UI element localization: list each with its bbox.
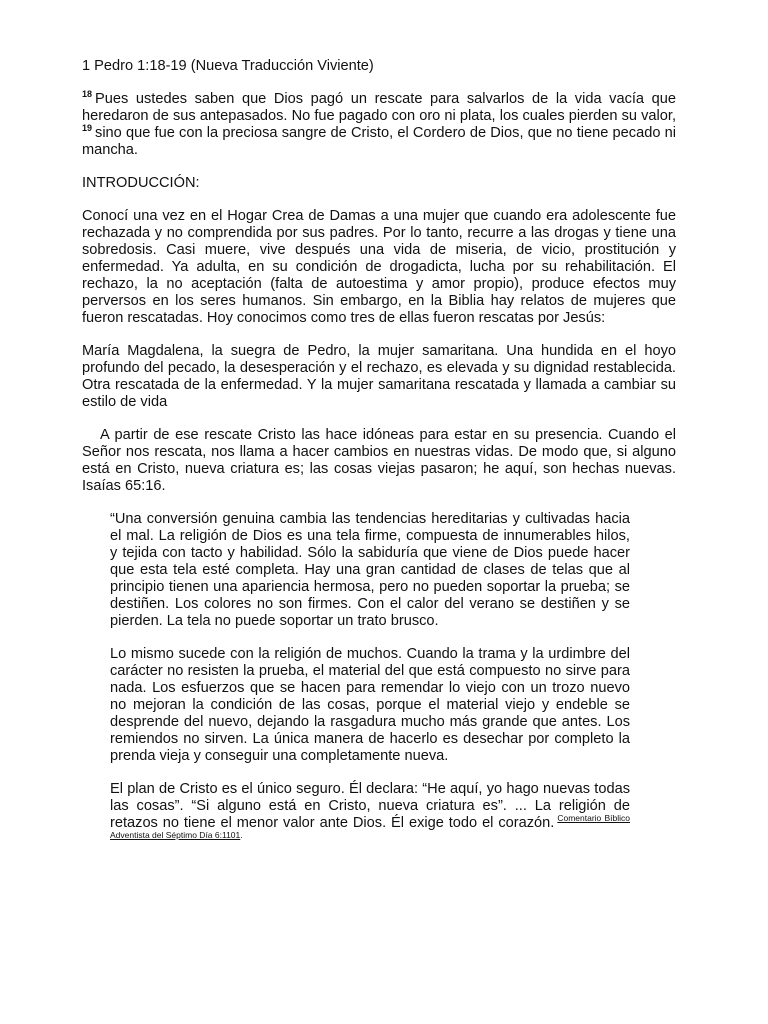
verse-number-18: 18 — [82, 89, 93, 100]
verse-number-19: 19 — [82, 123, 93, 134]
quote-paragraph-3 — [110, 781, 630, 849]
verse-text-18: Pues ustedes saben que Dios pagó un rescate para salvarlos de la vida vacía que heredaron de sus antepasados. No fue pagado con oro ni plata, los cuales pierden su valor, — [82, 91, 676, 124]
document-page — [82, 58, 676, 865]
quote-paragraph-1: “Una conversión genuina cambia las tendencias hereditarias y cultivadas hacia el mal. La religión de Dios es una tela firme, compuesta de innumerables hilos, y tejida con tacto y habilidad. Sólo la sabiduría que viene de Dios puede hacer que esta tela esté completa. Hay una gran cantidad de clases de telas que al principio tienen una apariencia hermosa, pero no pueden soportar la prueba; se destiñen. Los colores no son firmes. Con el calor del verano se destiñen y se pierden. La tela no puede soportar un trato brusco. — [110, 511, 630, 629]
paragraph-intro: Conocí una vez en el Hogar Crea de Damas a una mujer que cuando era adolescente fue rechazada y no comprendida por sus padres. Por lo tanto, recurre a las drogas y tiene una sobredosis. Casi muere, vive después una vida de miseria, de vicio, prostitución y enfermedad. Ya adulta, en su condición de drogadicta, lucha por su rehabilitación. El rechazo, la no aceptación (falta de autoestima y amor propio), produce efectos muy perversos en los seres humanos. Sin embargo, en la Biblia hay relatos de mujeres que fueron rescatadas. Hoy conocimos como tres de ellas fueron rescatas por Jesús: — [82, 208, 676, 326]
intro-title: INTRODUCCIÓN: — [82, 175, 200, 191]
scripture-heading: 1 Pedro 1:18-19 (Nueva Traducción Viviente) — [82, 58, 374, 74]
footnote-link[interactable]: Comentario Bíblico Adventista del Séptimo Día 6:1101 — [110, 813, 630, 841]
verse-text-19: sino que fue con la preciosa sangre de Cristo, el Cordero de Dios, que no tiene pecado ni mancha. — [82, 125, 676, 158]
quote-paragraph-2: Lo mismo sucede con la religión de muchos. Cuando la trama y la urdimbre del carácter no resisten la prueba, el material del que está compuesto no sirve para nada. Los esfuerzos que se hacen para remendar lo viejo con un trozo nuevo no mejoran la condición de las cosas, porque el material viejo y endeble se desprende del nuevo, dejando la rasgadura mucho más grande que antes. Los remiendos no sirven. La única manera de hacerlo es desechar por completo la prenda vieja y conseguir una completamente nueva. — [110, 646, 630, 764]
footnote-period: . — [240, 830, 243, 841]
scripture-verse — [82, 91, 676, 159]
paragraph-women: María Magdalena, la suegra de Pedro, la mujer samaritana. Una hundida en el hoyo profundo del pecado, la desesperación y el rechazo, es elevada y su dignidad restablecida. Otra rescatada de la enfermedad. Y la mujer samaritana rescatada y llamada a cambiar su estilo de vida — [82, 343, 676, 410]
block-quote — [110, 511, 630, 849]
quote-paragraph-3-text: El plan de Cristo es el único seguro. Él declara: “He aquí, yo hago nuevas todas las cosas”. “Si alguno está en Cristo, nueva criatura es”. ... La religión de retazos no tiene el menor valor ante Dios. Él exige todo el corazón. — [110, 781, 630, 831]
paragraph-rescue: A partir de ese rescate Cristo las hace idóneas para estar en su presencia. Cuando el Señor nos rescata, nos llama a hacer cambios en nuestras vidas. De modo que, si alguno está en Cristo, nueva criatura es; las cosas viejas pasaron; he aquí, son hechas nuevas. Isaías 65:16. — [82, 427, 676, 494]
